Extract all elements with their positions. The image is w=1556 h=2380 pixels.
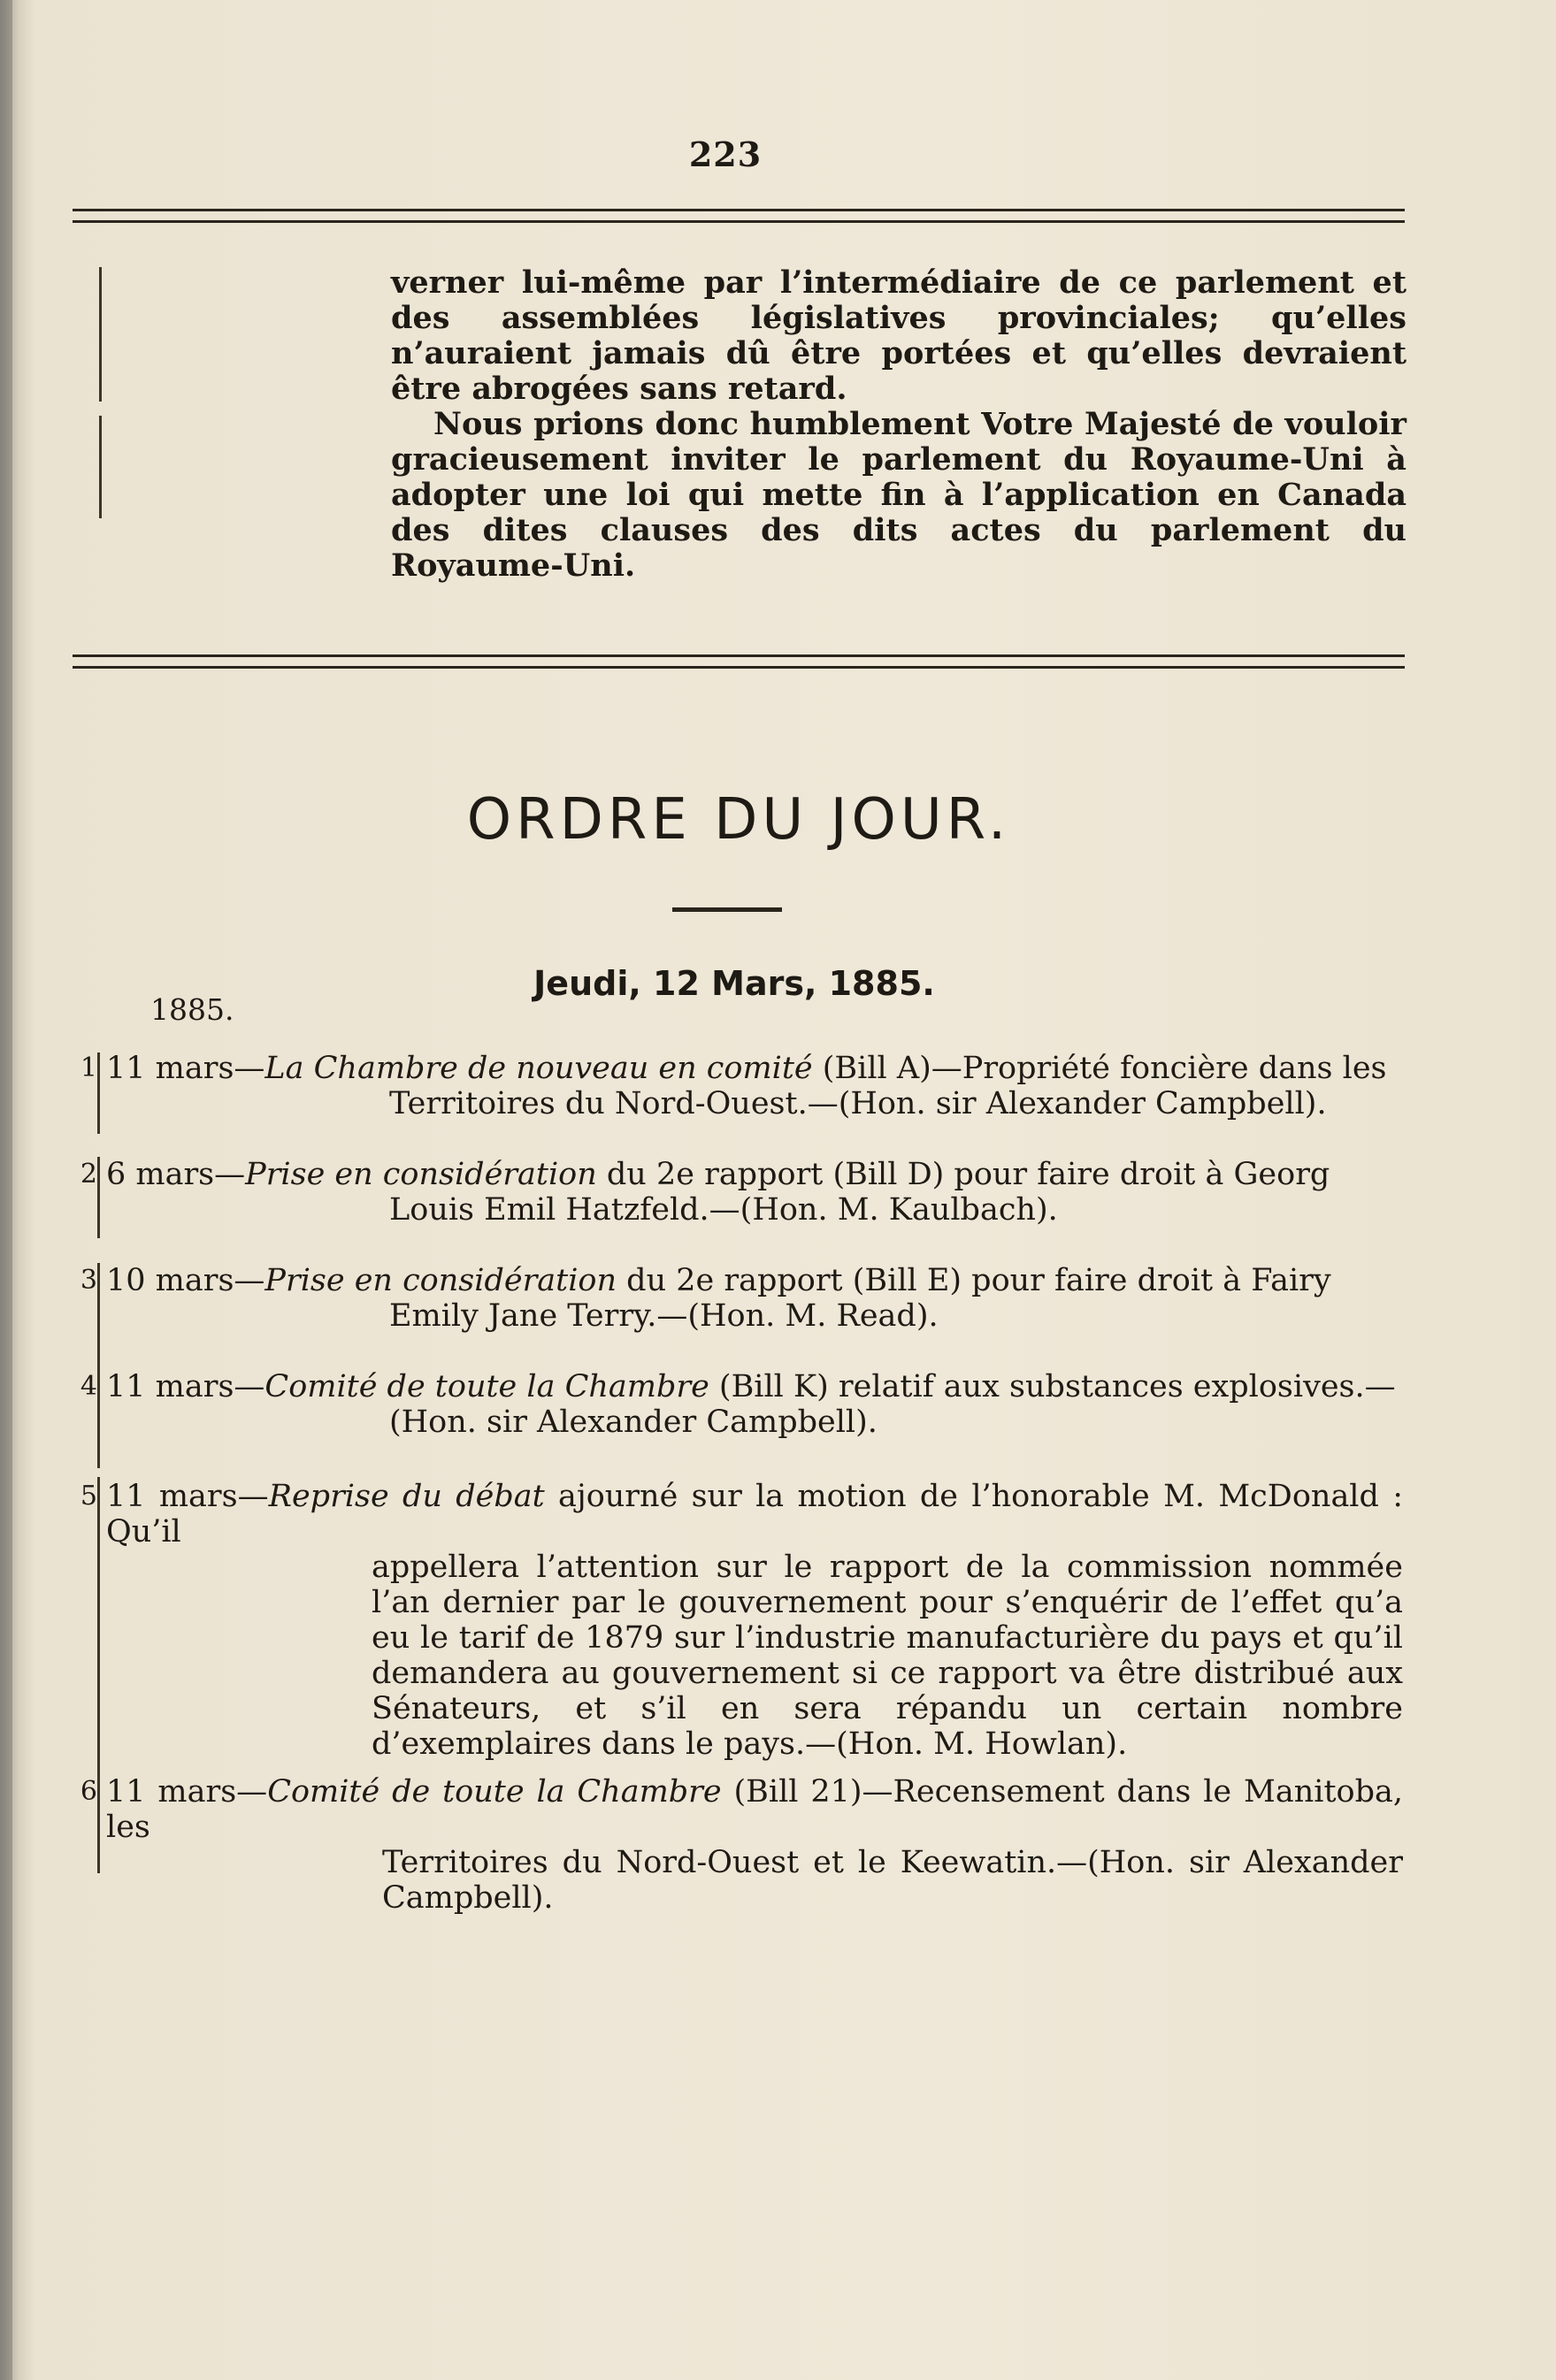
item-continuation: appellera l’attention sur le rapport de la commission nommée l’an dernier par le gouvernement pour s’enquérir de l’effet qu’a eu le tarif de 1879 sur l’industrie manufacturière du pays et qu’il demandera au gouvernement si ce rapport va être distribué aux Sénateurs, et s’il en sera répandu un certain nombre d’exemplaires dans le pays.—(Hon. M. Howlan).: [372, 1550, 1403, 1762]
item-date: 11 mars—: [106, 1479, 269, 1514]
intro-text: [391, 265, 1407, 584]
section-title: ORDRE DU JOUR.: [466, 787, 1011, 853]
agenda-item: [106, 1479, 1403, 1762]
item-date: 6 mars—: [106, 1157, 246, 1192]
item-date: 11 mars—: [106, 1774, 268, 1810]
item-italic-phrase: La Chambre de nouveau en comité: [264, 1051, 813, 1086]
item-number: 5: [80, 1481, 97, 1511]
item-date: 11 mars—: [106, 1051, 265, 1086]
item-continuation: Territoires du Nord-Ouest.—(Hon. sir Alexander Campbell).: [389, 1086, 1327, 1121]
item-text: du 2e rapport (Bill D) pour faire droit à Georg: [596, 1157, 1330, 1192]
item-number: 4: [80, 1371, 97, 1402]
item-italic-phrase: Comité de toute la Chambre: [264, 1369, 709, 1404]
page-binding-edge: [0, 0, 12, 2380]
agenda-item: [106, 1369, 1403, 1440]
item-number: 6: [80, 1776, 97, 1807]
session-date-heading: Jeudi, 12 Mars, 1885.: [533, 964, 935, 1003]
margin-bar: [97, 1327, 100, 1468]
page-number: 223: [688, 134, 763, 174]
agenda-item: [106, 1051, 1403, 1121]
title-underline: [672, 907, 782, 912]
item-continuation: Louis Emil Hatzfeld.—(Hon. M. Kaulbach).: [389, 1192, 1058, 1228]
agenda-item: [106, 1157, 1403, 1228]
item-italic-phrase: Comité de toute la Chambre: [267, 1774, 722, 1810]
item-date: 10 mars—: [106, 1263, 265, 1298]
item-text: (Bill K) relatif aux substances explosives.—: [709, 1369, 1396, 1404]
item-number: 2: [80, 1159, 97, 1190]
item-italic-phrase: Prise en considération: [264, 1263, 617, 1298]
margin-bar: [97, 1052, 100, 1134]
margin-bar: [97, 1477, 100, 1804]
item-number: 3: [80, 1265, 97, 1296]
section-double-rule: [73, 654, 1405, 669]
item-date: 11 mars—: [106, 1369, 265, 1404]
margin-bar: [99, 416, 102, 518]
item-text: (Bill A)—Propriété foncière dans les: [812, 1051, 1387, 1086]
intro-paragraph: verner lui-même par l’intermédiaire de ce parlement et des assemblées législatives provinciales; qu’elles n’auraient jamais dû être portées et qu’elles devraient être abrogées sans retard.: [391, 264, 1407, 407]
header-double-rule: [73, 209, 1405, 223]
agenda-item: [106, 1774, 1403, 1916]
margin-bar: [99, 267, 102, 402]
intro-paragraph: Nous prions donc humblement Votre Majesté de vouloir gracieusement inviter le parlement du Royaume-Uni à adopter une loi qui mette fin à l’application en Canada des dites clauses des dits actes du parlement du Royaume-Uni.: [391, 406, 1407, 584]
margin-bar: [97, 1772, 100, 1873]
year-label: 1885.: [150, 992, 234, 1027]
item-continuation: Territoires du Nord-Ouest et le Keewatin.—(Hon. sir Alexander Campbell).: [382, 1845, 1403, 1916]
item-continuation: (Hon. sir Alexander Campbell).: [389, 1404, 878, 1440]
item-number: 1: [80, 1052, 97, 1083]
item-text: ajourné sur la motion de l’honorable M. McDonald : Qu’il: [106, 1479, 1403, 1550]
item-italic-phrase: Prise en considération: [245, 1157, 597, 1192]
item-italic-phrase: Reprise du débat: [268, 1479, 545, 1514]
agenda-item: [106, 1263, 1403, 1334]
margin-bar: [97, 1157, 100, 1238]
item-text: (Bill 21)—Recensement dans le Manitoba, les: [106, 1774, 1403, 1845]
item-text: du 2e rapport (Bill E) pour faire droit à Fairy: [617, 1263, 1331, 1298]
item-continuation: Emily Jane Terry.—(Hon. M. Read).: [389, 1298, 939, 1334]
